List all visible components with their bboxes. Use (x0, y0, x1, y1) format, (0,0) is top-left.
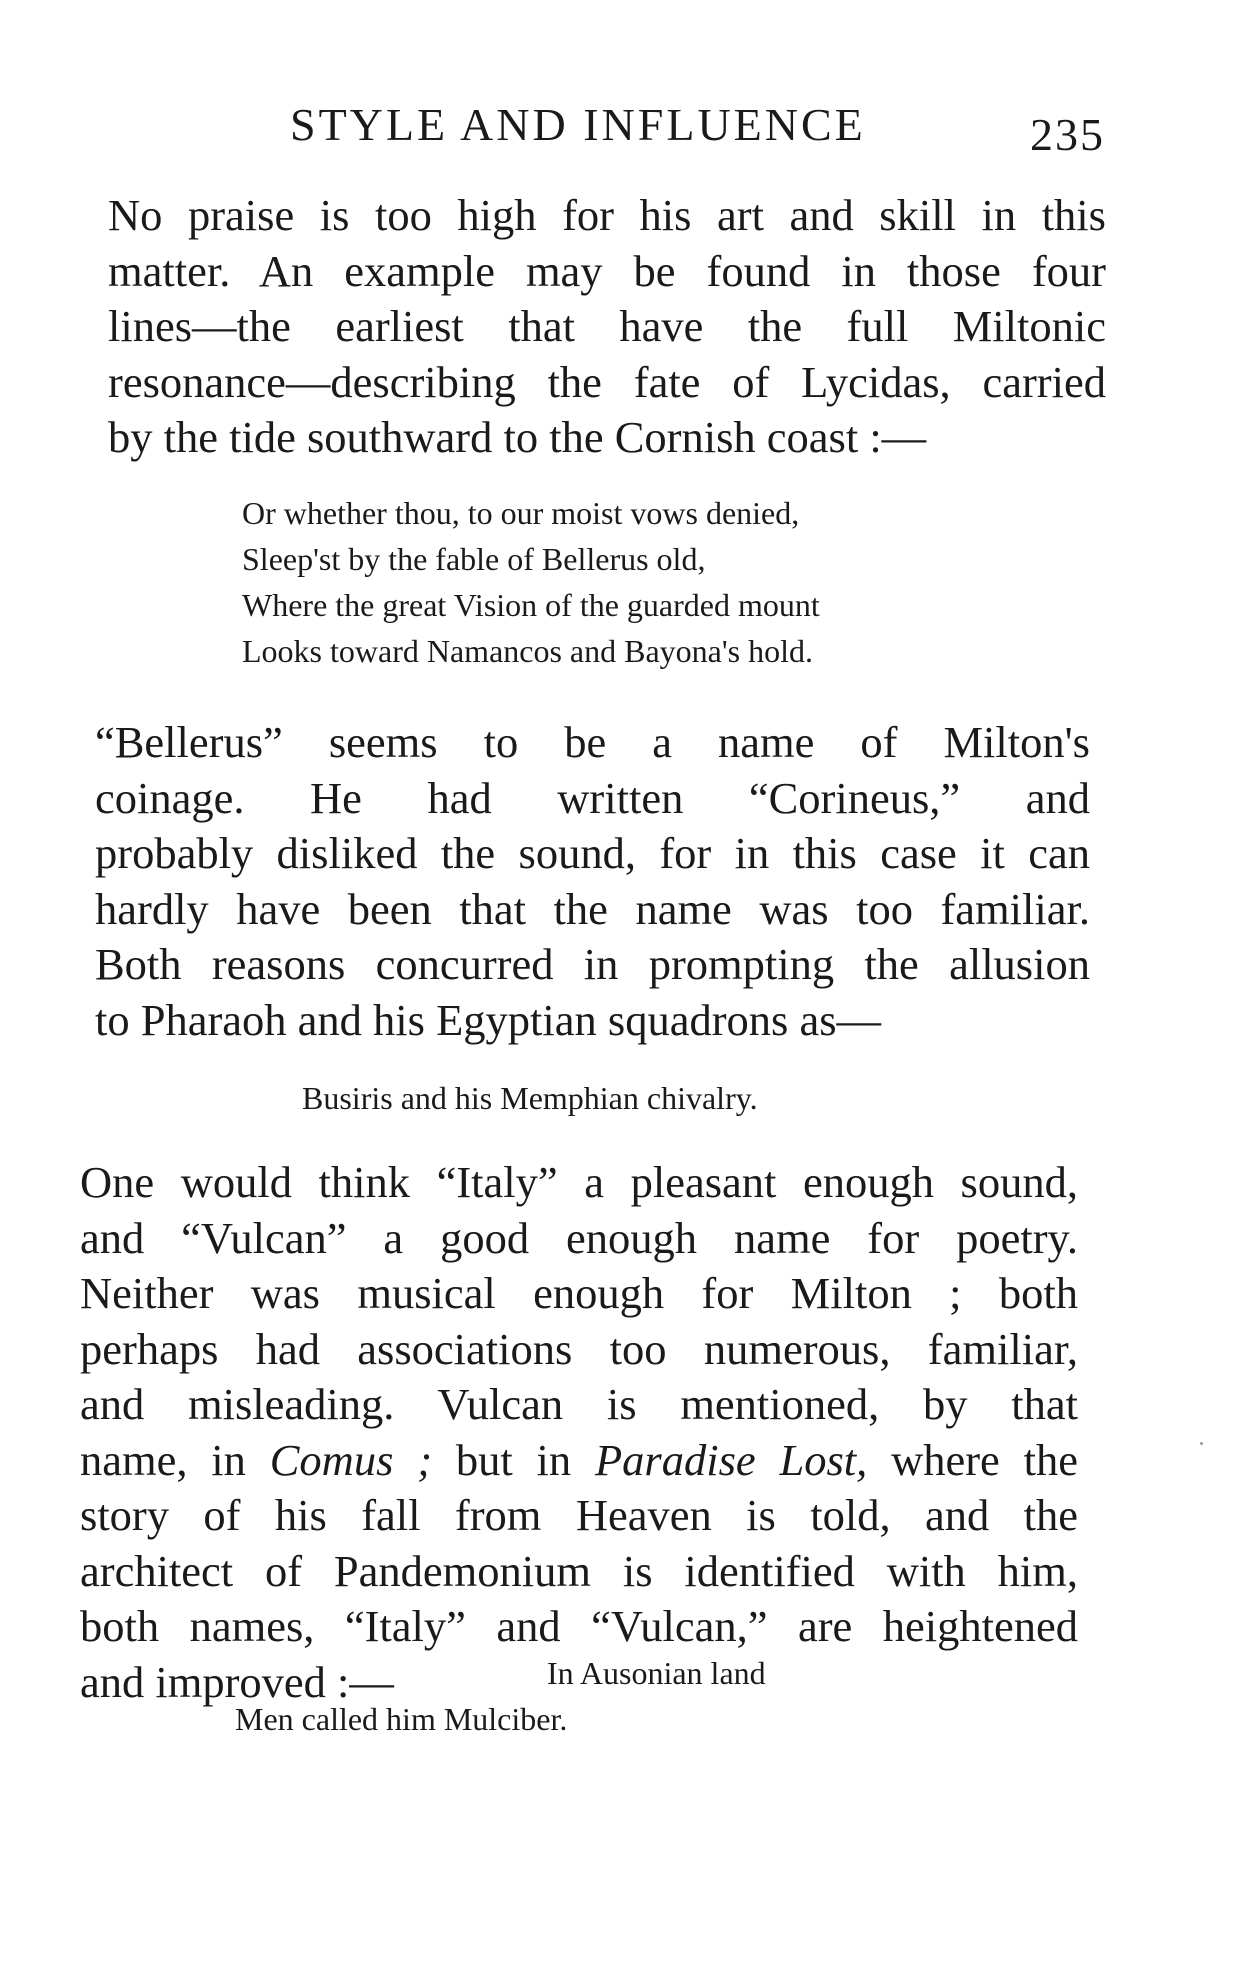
text-line: and “Vulcan” a good enough name for poetry. (80, 1212, 1078, 1263)
work-title-paradise-lost: Paradise Lost, (594, 1434, 868, 1485)
text-line: and improved :— (80, 1656, 394, 1707)
text-line: coinage. He had written “Corineus,” and (95, 772, 1090, 823)
text-line: lines—the earliest that have the full Miltonic (108, 301, 1106, 351)
paragraph-1 (108, 188, 1106, 466)
verse-line: Sleep'st by the fable of Bellerus old, (242, 541, 706, 577)
text-line: hardly have been that the name was too familiar. (95, 883, 1090, 934)
work-title-comus: Comus ; (269, 1434, 433, 1485)
text-line: to Pharaoh and his Egyptian squadrons as— (95, 994, 882, 1045)
text-fragment: but in (432, 1434, 595, 1485)
verse-quote-1 (242, 490, 820, 674)
text-line: both names, “Italy” and “Vulcan,” are heightened (80, 1601, 1078, 1651)
page-speck (1200, 1442, 1203, 1445)
text-fragment: name, in (80, 1434, 270, 1485)
verse-quote-2 (302, 1075, 758, 1121)
text-line: probably disliked the sound, for in this case it can (95, 828, 1090, 878)
verse-line: In Ausonian land (547, 1655, 766, 1691)
verse-line: Looks toward Namancos and Bayona's hold. (242, 633, 813, 669)
text-line: by the tide southward to the Cornish coast :— (108, 412, 927, 462)
text-line: resonance—describing the fate of Lycidas, carried (108, 356, 1106, 407)
verse-line: Or whether thou, to our moist vows denied, (242, 495, 800, 531)
text-line: “Bellerus” seems to be a name of Milton's (95, 717, 1090, 767)
text-line: No praise is too high for his art and skill in this (108, 190, 1106, 240)
paragraph-3 (80, 1155, 1078, 1710)
text-line: and misleading. Vulcan is mentioned, by that (80, 1379, 1078, 1429)
verse-line: Men called him Mulciber. (235, 1701, 568, 1737)
text-line: architect of Pandemonium is identified with him, (80, 1545, 1078, 1596)
text-line: Neither was musical enough for Milton ; both (80, 1268, 1078, 1318)
text-fragment: where the (867, 1434, 1078, 1485)
text-line: story of his fall from Heaven is told, and the (80, 1490, 1078, 1540)
paragraph-2 (95, 715, 1090, 1048)
verse-quote-3 (235, 1650, 766, 1742)
verse-line: Where the great Vision of the guarded mount (242, 587, 820, 623)
text-line: One would think “Italy” a pleasant enough sound, (80, 1157, 1078, 1207)
page-number: 235 (1030, 109, 1105, 160)
running-head: STYLE AND INFLUENCE (290, 99, 866, 150)
verse-line: Busiris and his Memphian chivalry. (302, 1080, 758, 1116)
text-line-with-titles (80, 1433, 1078, 1489)
text-line: matter. An example may be found in those four (108, 245, 1106, 296)
text-line: Both reasons concurred in prompting the allusion (95, 939, 1090, 989)
text-line: perhaps had associations too numerous, familiar, (80, 1323, 1078, 1374)
